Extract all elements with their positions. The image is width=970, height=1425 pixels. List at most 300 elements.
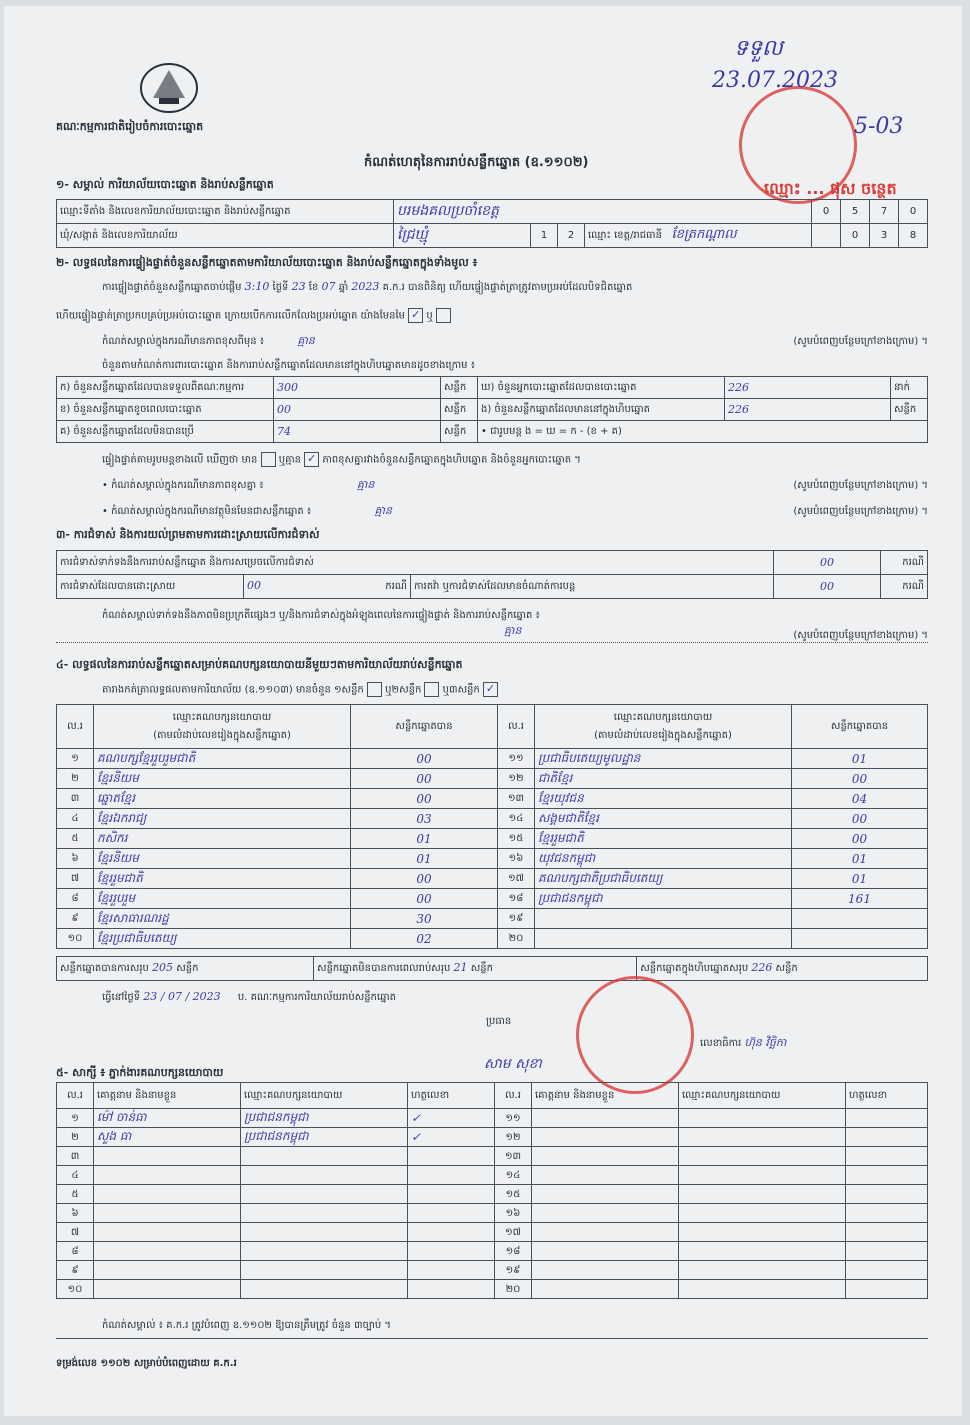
s3-r2b-value: 00	[774, 575, 881, 599]
s5-witness-name	[532, 1242, 679, 1261]
s4-party-votes: 01	[351, 829, 498, 849]
s5-witness-name	[94, 1166, 241, 1185]
s2-time: 3:10	[244, 280, 270, 293]
s2-intro-a: ការផ្ទៀងផ្ទាត់ចំនួនសន្លឹកឆ្នោតចាប់ផ្តើម	[102, 282, 242, 293]
s5-witness-signature	[408, 1147, 495, 1166]
s5-row-no: ៤	[57, 1166, 94, 1185]
s4-col-no: ល.រ	[57, 705, 94, 749]
s3-note-line	[56, 624, 928, 643]
s4-party-name: ខ្មែរនិយម	[94, 769, 351, 789]
s5-witness-name	[532, 1261, 679, 1280]
s4-secretary-name: ហ៊ុន វិច្ឆិកា	[744, 1036, 787, 1049]
s4-t3-label: សន្លឹកឆ្នោតក្នុងហិបឆ្នោតសរុប	[640, 963, 749, 974]
s4-party-name: ខ្មែរនិយម	[94, 849, 351, 869]
s3-r2-unit: ករណី	[385, 581, 407, 592]
s1-r1-value: បរមងគលប្រចាំខេត្ត	[394, 200, 812, 224]
s4-total-all	[637, 957, 928, 981]
s5-row-no: ៧	[57, 1223, 94, 1242]
s4-t3-value: 226	[751, 961, 773, 974]
s5-row-no: ៩	[57, 1261, 94, 1280]
s5-witness-row	[57, 1261, 928, 1280]
s2-year-label: ឆ្នាំ	[338, 282, 349, 293]
s5-witness-row	[57, 1280, 928, 1299]
s2-b2-label: • កំណត់សម្គាល់ក្នុងករណីមានវត្ថុមិនមែនជាសន្លឹកឆ្នោត ៖	[102, 506, 312, 517]
s4-t1-unit: សន្លឹក	[176, 963, 199, 974]
s2-b1-value: គ្មាន	[356, 478, 375, 491]
s2-month-label: ខែ	[308, 282, 319, 293]
s5-witness-party: ប្រជាជនកម្ពុជា	[241, 1128, 408, 1147]
s4-two-sheet-checkbox[interactable]	[424, 682, 439, 697]
s3-note-hint: (សូមបំពេញបន្ថែមក្រៅខាងក្រោម) ។	[793, 630, 928, 641]
s5-witness-table	[56, 1082, 928, 1299]
s3-r1-label: ការជំទាស់ទាក់ទងនឹងការរាប់សន្លឹកឆ្នោត និងការសម្រេចលើការជំទាស់	[57, 551, 774, 575]
s2-intro-b: គ.ក.រ បានពិនិត្យ ហើយផ្ទៀងផ្ទាត់ត្រាត្រូវតាមប្រអប់ដែលបិទជិតឆ្នោត	[382, 282, 633, 293]
s4-party-name: ខ្មែររួមជាតិ	[94, 869, 351, 889]
s5-row-no: ១៥	[495, 1185, 532, 1204]
s5-witness-party	[241, 1185, 408, 1204]
s2-row-d-unit: នាក់	[891, 377, 928, 399]
s4-party-name: កសិករ	[94, 829, 351, 849]
s4-date-line	[102, 990, 396, 1005]
s5-row-no: ១២	[495, 1128, 532, 1147]
s5-witness-signature	[846, 1242, 928, 1261]
s2-line2-text: ហើយផ្ទៀងផ្ទាត់ត្រាប្រកបគ្រប់ប្រអប់បោះឆ្នោត ក្រោយបើកការលើកលែងប្រអប់ឆ្នោត យ៉ាងមែនមៃ	[56, 310, 405, 322]
s4-t2-label: សន្លឹកឆ្នោតមិនបានការពេលរាប់សរុប	[317, 963, 451, 974]
s5-witness-row	[57, 1147, 928, 1166]
s4-row-no: ២	[57, 769, 94, 789]
s4-party-votes: 161	[792, 889, 928, 909]
s4-party-votes: 01	[351, 849, 498, 869]
s5-col-sign: ហត្ថលេខា	[408, 1083, 495, 1109]
s3-r1-value: 00	[774, 551, 881, 575]
s5-col-party: ឈ្មោះគណបក្សនយោបាយ	[241, 1083, 408, 1109]
s4-row-no: ៣	[57, 789, 94, 809]
s4-t3-unit: សន្លឹក	[775, 963, 798, 974]
s2-check-yes[interactable]: ✓	[408, 308, 423, 323]
s4-party-name: គណបក្សជាតិប្រជាធិបតេយ្យ	[535, 869, 792, 889]
s2-row-b-value: 00	[274, 399, 441, 421]
s4-secretary-label: លេខាធិការ	[700, 1038, 742, 1049]
s1-r2-prov	[585, 224, 812, 248]
s4-sub-text: តារាងកត់ត្រាលទ្ធផលតាមការិយាល័យ (ឧ.១១០៣) មានចំនួន ១សន្លឹក	[102, 684, 364, 696]
s4-t1-value: 205	[152, 961, 174, 974]
s5-col-sign-r: ហត្ថលេខា	[846, 1083, 928, 1109]
s4-row-no: ៦	[57, 849, 94, 869]
s4-result-row	[57, 929, 928, 949]
s4-chair-label: ប្រធាន	[486, 1016, 512, 1027]
received-by: ឈ្មោះ ... ផុស ចន្ថេត	[764, 179, 897, 198]
s4-date-label: ធ្វើនៅថ្ងៃទី	[102, 992, 141, 1003]
s2-b2-hint: (សូមបំពេញបន្ថែមក្រៅខាងក្រោម) ។	[793, 506, 928, 517]
s5-row-no: ១៤	[495, 1166, 532, 1185]
emblem-icon	[137, 58, 201, 114]
s4-heading: ៤- លទ្ធផលនៃការរាប់សន្លឹកឆ្នោតសម្រាប់គណបក្សនយោបាយនីមួយៗតាមការិយាល័យរាប់សន្លឹកឆ្នោត	[56, 658, 463, 671]
s5-witness-signature	[408, 1166, 495, 1185]
s4-party-name: ឆ្នោតខ្មែរ	[94, 789, 351, 809]
s4-t2-value: 21	[453, 961, 468, 974]
s4-row-no: ១២	[498, 769, 535, 789]
s4-party-votes: 00	[351, 769, 498, 789]
s2-result-none-checkbox[interactable]: ✓	[304, 452, 319, 467]
s5-witness-name	[532, 1147, 679, 1166]
s5-witness-signature	[846, 1185, 928, 1204]
s5-witness-signature	[846, 1261, 928, 1280]
s5-witness-party	[241, 1166, 408, 1185]
s5-col-party-r: ឈ្មោះគណបក្សនយោបាយ	[679, 1083, 846, 1109]
s5-witness-party	[679, 1128, 846, 1147]
s3-r2-value: 00	[247, 579, 261, 592]
s5-witness-row	[57, 1128, 928, 1147]
chair-signature: សាម សុខា	[484, 1056, 542, 1072]
s5-row-no: ៨	[57, 1242, 94, 1261]
s2-line2	[56, 308, 451, 324]
s2-result-has-checkbox[interactable]	[261, 452, 276, 467]
s4-col-party-a: ឈ្មោះគណបក្សនយោបាយ	[172, 711, 272, 723]
s4-row-no: ១	[57, 749, 94, 769]
s5-witness-name	[94, 1204, 241, 1223]
received-date: 23.07.2023	[712, 68, 838, 93]
s5-witness-party	[679, 1204, 846, 1223]
s3-note-value: គ្មាន	[504, 624, 522, 637]
s1-code-2: 5	[841, 200, 870, 224]
s2-bullet-1	[102, 478, 928, 494]
s5-witness-signature	[408, 1242, 495, 1261]
s1-r2-label: ឃុំ/សង្កាត់ និងលេខការិយាល័យ	[57, 224, 394, 248]
s5-witness-row	[57, 1242, 928, 1261]
s5-witness-name	[94, 1242, 241, 1261]
s4-signer-label: ប. គណៈកម្មការការិយាល័យរាប់សន្លឹកឆ្នោត	[237, 992, 396, 1003]
s2-row-b-unit: សន្លឹក	[441, 399, 478, 421]
s2-row-c-unit: សន្លឹក	[441, 421, 478, 443]
s3-note: កំណត់សម្គាល់ទាក់ទងនឹងភាពមិនប្រក្រតីផ្សេងៗ ឬ/និងការជំទាស់ក្នុងអំឡុងពេលនៃការផ្ទៀងផ្ទាត់ និងការរាប់សន្លឹកឆ្នោត ៖	[102, 610, 540, 621]
s5-witness-name	[94, 1280, 241, 1299]
s4-party-votes: 02	[351, 929, 498, 949]
s4-row-no: ៥	[57, 829, 94, 849]
s4-t1-label: សន្លឹកឆ្នោតបានការសរុប	[60, 963, 149, 974]
s5-witness-row	[57, 1204, 928, 1223]
s4-date: 23 / 07 / 2023	[143, 990, 221, 1003]
s5-witness-name	[532, 1128, 679, 1147]
s5-row-no: ១៦	[495, 1204, 532, 1223]
s4-party-votes: 03	[351, 809, 498, 829]
s5-witness-party	[679, 1223, 846, 1242]
s2-row-b-label: ខ) ចំនួនសន្លឹកឆ្នោតខូចពេលបោះឆ្នោត	[57, 399, 274, 421]
s5-witness-party	[241, 1204, 408, 1223]
s2-row-c-label: គ) ចំនួនសន្លឹកឆ្នោតដែលមិនបានប្រើ	[57, 421, 274, 443]
s4-row-no: ៩	[57, 909, 94, 929]
s4-result-row	[57, 829, 928, 849]
s5-witness-party	[679, 1185, 846, 1204]
s5-witness-signature: ✓	[408, 1109, 495, 1128]
s4-party-name: គណបក្សខ្មែររួបរួមជាតិ	[94, 749, 351, 769]
s5-row-no: ១០	[57, 1280, 94, 1299]
s1-r2-code-1: 1	[531, 224, 558, 248]
s5-witness-signature	[846, 1204, 928, 1223]
s5-row-no: ១៨	[495, 1242, 532, 1261]
s4-row-no: ៤	[57, 809, 94, 829]
s5-witness-signature	[408, 1280, 495, 1299]
s5-witness-party	[241, 1242, 408, 1261]
s5-witness-name	[532, 1166, 679, 1185]
s4-col-party-r	[535, 705, 792, 749]
s1-code-4: 0	[899, 200, 928, 224]
s5-heading: ៥- សាក្សី ៖ ភ្នាក់ងារគណបក្សនយោបាយ	[56, 1066, 224, 1079]
s4-party-name	[535, 929, 792, 949]
s4-col-votes: សន្លឹកឆ្នោតបាន	[351, 705, 498, 749]
s3-r2b-unit: ករណី	[881, 575, 928, 599]
footer: ទម្រង់លេខ ១១០២ សម្រាប់បំពេញដោយ គ.ក.រ	[56, 1358, 237, 1369]
s4-result-row	[57, 909, 928, 929]
s4-party-votes: 00	[792, 809, 928, 829]
s4-party-votes: 01	[792, 849, 928, 869]
s1-code-1: 0	[812, 200, 841, 224]
s2-sub: ចំនួនតាមកំណត់ការពារបោះឆ្នោត និងការរាប់សន្លឹកឆ្នោតដែលមាននៅក្នុងហិបឆ្នោតមានដូចខាងក្រោម ៖	[102, 360, 476, 371]
s1-r1-label: ឈ្មោះទីតាំង និងលេខការិយាល័យបោះឆ្នោត និងរាប់សន្លឹកឆ្នោត	[57, 200, 394, 224]
s4-row-no: ១៤	[498, 809, 535, 829]
s2-check-no[interactable]	[436, 308, 451, 323]
s4-result-row	[57, 849, 928, 869]
s4-party-votes	[792, 929, 928, 949]
s4-row-no: ១៣	[498, 789, 535, 809]
s5-witness-signature: ✓	[408, 1128, 495, 1147]
s5-witness-name	[532, 1109, 679, 1128]
s4-secretary	[700, 1036, 786, 1052]
s4-col-party-r-a: ឈ្មោះគណបក្សនយោបាយ	[613, 711, 713, 723]
s5-witness-signature	[846, 1109, 928, 1128]
s3-heading: ៣- ការជំទាស់ និងការយល់ព្រមតាមការដោះស្រាយលើការជំទាស់	[56, 528, 320, 541]
s3-r1-unit: ករណី	[881, 551, 928, 575]
s5-witness-name	[94, 1261, 241, 1280]
received-label: ទទួល	[734, 36, 783, 61]
s5-col-name-r: គោត្តនាម និងនាមខ្លួន	[532, 1083, 679, 1109]
s3-r2b-label: ការតវ៉ា ឬការជំទាស់ដែលមានចំណាត់ការបន្ត	[411, 575, 774, 599]
s1-r2-pcode-1: 0	[841, 224, 870, 248]
s1-r2-pcode-3: 8	[899, 224, 928, 248]
s4-party-votes: 00	[792, 829, 928, 849]
s4-opt2: ឬ២សន្លឹក	[385, 684, 422, 696]
s5-witness-signature	[408, 1223, 495, 1242]
s5-note: កំណត់សម្គាល់ ៖ គ.ក.រ ត្រូវបំពេញ ឧ.១១០២ ឱ្យបានត្រឹមត្រូវ ចំនួន ៣ច្បាប់ ។	[102, 1320, 391, 1331]
form-page	[4, 6, 962, 1416]
s5-col-no-r: ល.រ	[495, 1083, 532, 1109]
s5-row-no: ១១	[495, 1109, 532, 1128]
s4-row-no: ១៥	[498, 829, 535, 849]
s5-witness-name	[94, 1185, 241, 1204]
s2-day: 23	[291, 280, 306, 293]
s4-result-row	[57, 789, 928, 809]
s5-row-no: ១៧	[495, 1223, 532, 1242]
s5-witness-signature	[846, 1280, 928, 1299]
s4-party-name: ខ្មែរឯករាជ្យ	[94, 809, 351, 829]
s5-witness-name: សួង ធា	[94, 1128, 241, 1147]
s4-party-votes: 30	[351, 909, 498, 929]
s5-witness-party	[679, 1280, 846, 1299]
s5-witness-signature	[408, 1261, 495, 1280]
s5-witness-party	[679, 1166, 846, 1185]
s4-party-name	[535, 909, 792, 929]
s5-witness-party	[241, 1147, 408, 1166]
s2-row-e-value: 226	[725, 399, 891, 421]
s3-r2-cell	[244, 575, 411, 599]
s1-code-3: 7	[870, 200, 899, 224]
s2-note-hint: (សូមបំពេញបន្ថែមក្រៅខាងក្រោម) ។	[793, 336, 928, 347]
s5-witness-row	[57, 1223, 928, 1242]
s4-three-sheet-checkbox[interactable]: ✓	[483, 682, 498, 697]
s5-col-name: គោត្តនាម និងនាមខ្លួន	[94, 1083, 241, 1109]
s4-party-votes: 00	[351, 889, 498, 909]
s2-row-e-label: ង) ចំនួនសន្លឹកឆ្នោតដែលមាននៅក្នុងហិបឆ្នោត	[478, 399, 725, 421]
s2-heading: ២- លទ្ធផលនៃការផ្ទៀងផ្ទាត់ចំនួនសន្លឹកឆ្នោតតាមការិយាល័យបោះឆ្នោត និងរាប់សន្លឹកឆ្នោតក្នុងទាំងមូល ៖	[56, 256, 478, 269]
s4-results-table	[56, 704, 928, 949]
s4-row-no: ១០	[57, 929, 94, 949]
s1-heading: ១- សម្គាល់ ការិយាល័យបោះឆ្នោត និងរាប់សន្លឹកឆ្នោត	[56, 178, 274, 191]
s5-witness-party	[679, 1109, 846, 1128]
s4-party-name: ប្រជាធិបតេយ្យមូលដ្ឋាន	[535, 749, 792, 769]
s2-row-d-value: 226	[725, 377, 891, 399]
s5-witness-party	[241, 1280, 408, 1299]
s2-result-mid: ឬគ្មាន	[278, 454, 301, 466]
s1-r2-value: ជ្រៃឃ្មុំ	[394, 224, 531, 248]
s2-year: 2023	[351, 280, 380, 293]
s4-result-row	[57, 809, 928, 829]
s4-sub	[102, 682, 498, 698]
s5-witness-party	[679, 1261, 846, 1280]
s5-row-no: ៦	[57, 1204, 94, 1223]
s1-r2-pcode-0	[812, 224, 841, 248]
s2-row-e-unit: សន្លឹក	[891, 399, 928, 421]
s4-total-invalid	[314, 957, 637, 981]
s2-opt-label: ឬ	[426, 310, 433, 322]
s2-note-value: គ្មាន	[297, 334, 315, 347]
org-name: គណៈកម្មការជាតិរៀបចំការបោះឆ្នោត	[56, 120, 204, 133]
s4-party-votes: 00	[351, 869, 498, 889]
s2-counts-table	[56, 376, 928, 443]
s4-row-no: ១៧	[498, 869, 535, 889]
s4-party-votes: 00	[351, 749, 498, 769]
s5-witness-name	[94, 1147, 241, 1166]
s5-witness-party	[241, 1223, 408, 1242]
s3-r2-label: ការជំទាស់ដែលបានដោះស្រាយ	[57, 575, 244, 599]
s4-party-name: សង្គមជាតិខ្មែរ	[535, 809, 792, 829]
s2-row-c-value: 74	[274, 421, 441, 443]
s5-witness-signature	[846, 1166, 928, 1185]
s5-row-no: ៣	[57, 1147, 94, 1166]
s4-col-party-r-b: (តាមលំដាប់លេខរៀងក្នុងសន្លឹកឆ្នោត)	[594, 729, 732, 741]
s2-bullet-2	[102, 504, 928, 520]
s2-row-a-label: ក) ចំនួនសន្លឹកឆ្នោតដែលបានទទួលពីគណៈកម្មការ	[57, 377, 274, 399]
s5-witness-name	[532, 1280, 679, 1299]
s5-witness-name	[532, 1223, 679, 1242]
s1-r2-pcode-2: 3	[870, 224, 899, 248]
s4-party-votes: 01	[792, 749, 928, 769]
s4-result-row	[57, 769, 928, 789]
s4-opt3: ឬ៣សន្លឹក	[442, 684, 480, 696]
s2-result-a: ផ្ទៀងផ្ទាត់តាមរូបមន្តខាងលើ ឃើញថា មាន	[102, 454, 258, 466]
s2-result-end: ភាពខុសគ្នារវាងចំនួនសន្លឹកឆ្នោតក្នុងហិបឆ្នោត និងចំនួនអ្នកបោះឆ្នោត ។	[322, 454, 581, 466]
s4-party-votes: 04	[792, 789, 928, 809]
s2-row-a-unit: សន្លឹក	[441, 377, 478, 399]
s2-b1-label: • កំណត់សម្គាល់ក្នុងករណីមានភាពខុសគ្នា ៖	[102, 480, 264, 491]
s2-note-label: កំណត់សម្គាល់ក្នុងករណីមានភាពខុសពីមុន ៖	[102, 336, 265, 347]
s5-row-no: ១	[57, 1109, 94, 1128]
s5-witness-name	[94, 1223, 241, 1242]
s4-totals	[56, 956, 928, 981]
s5-witness-signature	[846, 1128, 928, 1147]
s5-witness-signature	[846, 1147, 928, 1166]
s5-witness-signature	[408, 1204, 495, 1223]
s5-row-no: ១៣	[495, 1147, 532, 1166]
s2-b1-hint: (សូមបំពេញបន្ថែមក្រៅខាងក្រោម) ។	[793, 480, 928, 491]
s4-col-party-b: (តាមលំដាប់លេខរៀងក្នុងសន្លឹកឆ្នោត)	[153, 729, 291, 741]
s2-b2-value: គ្មាន	[374, 504, 392, 517]
form-title: កំណត់ហេតុនៃការរាប់សន្លឹកឆ្នោត (ឧ.១១០២)	[364, 155, 589, 170]
s4-t2-unit: សន្លឹក	[470, 963, 493, 974]
s4-party-name: ខ្មែរប្រជាធិបតេយ្យ	[94, 929, 351, 949]
s5-witness-party	[241, 1261, 408, 1280]
s4-row-no: ១៦	[498, 849, 535, 869]
s2-day-label: ថ្ងៃទី	[272, 282, 289, 293]
s4-party-name: ខ្មែររួមជាតិ	[535, 829, 792, 849]
received-time: 5-03	[854, 114, 904, 139]
s5-witness-party	[679, 1242, 846, 1261]
s2-intro	[102, 280, 932, 295]
s4-row-no: ១៨	[498, 889, 535, 909]
s4-party-name: យុវជនកម្ពុជា	[535, 849, 792, 869]
s1-table	[56, 199, 928, 248]
s5-col-no: ល.រ	[57, 1083, 94, 1109]
s4-row-no: ៨	[57, 889, 94, 909]
s3-table	[56, 550, 928, 599]
s2-month: 07	[321, 280, 336, 293]
s5-witness-row	[57, 1166, 928, 1185]
s5-witness-signature	[408, 1185, 495, 1204]
s2-row-a-value: 300	[274, 377, 441, 399]
s4-col-party	[94, 705, 351, 749]
s1-r2-value2: ខែត្រកណ្តាល	[671, 227, 737, 242]
s1-r2-label2: ឈ្មោះ ខេត្ត/រាជធានី	[588, 230, 662, 241]
s5-witness-row	[57, 1109, 928, 1128]
s5-row-no: ២០	[495, 1280, 532, 1299]
s4-party-votes	[792, 909, 928, 929]
s4-result-row	[57, 749, 928, 769]
s4-col-no-r: ល.រ	[498, 705, 535, 749]
s4-party-name: ប្រជាជនកម្ពុជា	[535, 889, 792, 909]
s5-witness-signature	[846, 1223, 928, 1242]
s2-note	[102, 334, 928, 350]
s5-witness-name	[532, 1204, 679, 1223]
s4-col-votes-r: សន្លឹកឆ្នោតបាន	[792, 705, 928, 749]
s4-party-name: ខ្មែរសាធារណរដ្ឋ	[94, 909, 351, 929]
s2-row-d-label: ឃ) ចំនួនអ្នកបោះឆ្នោតដែលបានបោះឆ្នោត	[478, 377, 725, 399]
s4-total-valid	[57, 957, 314, 981]
s2-formula: • ជារូបមន្ត ង = ឃ = ក - (ខ + គ)	[478, 421, 928, 443]
footer-rule	[56, 1338, 928, 1339]
s4-party-votes: 00	[351, 789, 498, 809]
s4-row-no: ២០	[498, 929, 535, 949]
s4-row-no: ១១	[498, 749, 535, 769]
official-seal-icon	[576, 976, 694, 1094]
s5-witness-party	[679, 1147, 846, 1166]
s4-party-votes: 01	[792, 869, 928, 889]
s4-party-name: ជាតិខ្មែរ	[535, 769, 792, 789]
s5-witness-row	[57, 1185, 928, 1204]
s5-witness-name: ម៉ៅ ចាន់ធា	[94, 1109, 241, 1128]
s5-row-no: ២	[57, 1128, 94, 1147]
s4-party-votes: 00	[792, 769, 928, 789]
s4-party-name: ខ្មែរយុវជន	[535, 789, 792, 809]
s4-result-row	[57, 869, 928, 889]
s4-one-sheet-checkbox[interactable]	[367, 682, 382, 697]
